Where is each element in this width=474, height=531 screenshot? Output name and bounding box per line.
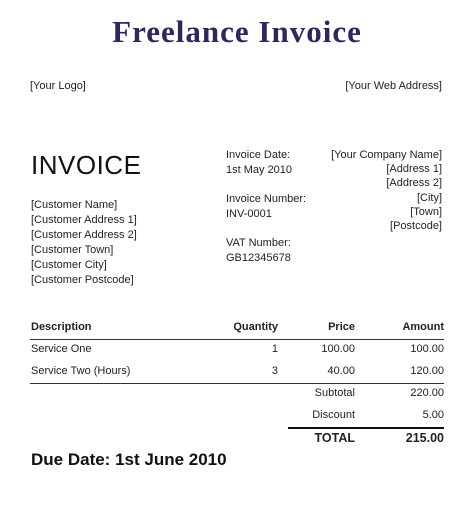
company-address-1: [Address 1] [386, 163, 442, 176]
subtotal-value: 220.00 [410, 387, 444, 399]
customer-address-block [31, 198, 137, 288]
invoice-date-value: 1st May 2010 [226, 164, 293, 176]
row-quantity: 1 [271, 343, 278, 355]
company-address-block [331, 148, 442, 233]
invoice-date-label: Invoice Date: [226, 149, 291, 161]
customer-postcode: [Customer Postcode] [31, 274, 134, 286]
row-description: Service Two (Hours) [31, 365, 131, 377]
table-row [30, 361, 444, 383]
row-amount: 100.00 [410, 343, 444, 355]
discount-label: Discount [312, 409, 355, 421]
row-price: 40.00 [327, 365, 355, 377]
header-price: Price [328, 321, 355, 333]
invoice-heading: INVOICE [31, 150, 142, 180]
customer-name: [Customer Name] [31, 199, 118, 211]
banner-title: Freelance Invoice [112, 14, 362, 49]
customer-address-2: [Customer Address 2] [31, 229, 137, 241]
company-town: [Town] [410, 205, 442, 218]
table-header-row [30, 317, 444, 339]
subtotal-label: Subtotal [314, 387, 355, 399]
row-quantity: 3 [271, 365, 278, 377]
header-description: Description [31, 321, 92, 333]
vat-number-value: GB12345678 [226, 252, 291, 264]
header-amount: Amount [402, 321, 444, 333]
web-address: [Your Web Address] [345, 80, 442, 92]
invoice-number-value: INV-0001 [226, 208, 272, 220]
row-description: Service One [31, 343, 92, 355]
row-price: 100.00 [321, 343, 355, 355]
header-quantity: Quantity [233, 321, 278, 333]
total-row [30, 427, 444, 449]
customer-city: [Customer City] [31, 259, 107, 271]
line-items-table [30, 317, 444, 449]
discount-value: 5.00 [422, 409, 444, 421]
customer-address-1: [Customer Address 1] [31, 214, 137, 226]
row-amount: 120.00 [410, 365, 444, 377]
total-value: 215.00 [405, 431, 444, 445]
vat-number-label: VAT Number: [226, 237, 291, 249]
company-name: [Your Company Name] [331, 149, 442, 161]
company-address-2: [Address 2] [386, 177, 442, 190]
invoice-document [10, 60, 464, 522]
subtotal-row [30, 383, 444, 405]
invoice-number-label: Invoice Number: [226, 193, 307, 205]
due-date: Due Date: 1st June 2010 [31, 450, 227, 469]
company-city: [City] [416, 191, 442, 204]
discount-row [30, 405, 444, 427]
total-label: TOTAL [314, 431, 355, 445]
customer-town: [Customer Town] [31, 244, 114, 256]
table-row [30, 339, 444, 361]
invoice-meta [226, 148, 306, 266]
company-postcode: [Postcode] [390, 220, 442, 233]
logo-placeholder: [Your Logo] [30, 80, 86, 92]
